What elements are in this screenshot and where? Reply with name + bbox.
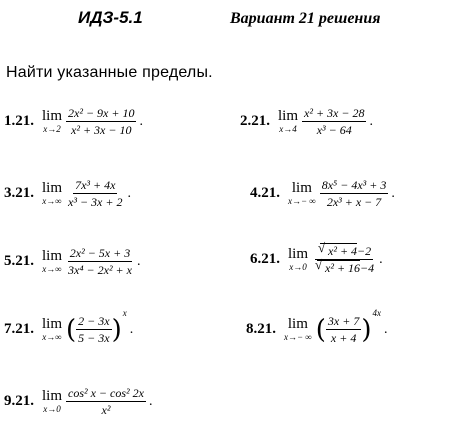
limit-operator [42,249,62,274]
period: . [127,185,131,201]
period: . [391,185,395,201]
sqrt-radicand: √ x² + 4 [320,243,357,258]
problem-2-21 [240,106,373,137]
lim-word: lim [287,316,308,332]
problem-number: 2.21. [240,113,270,129]
denominator: 3x⁴ − 2x² + x [68,263,132,277]
problem-4-21 [250,178,395,209]
denominator: x³ − 64 [316,123,352,137]
lim-word: lim [288,246,309,262]
numerator: 8x⁵ − 4x³ + 3 [321,178,387,192]
limit-subscript: x→∞ [42,332,62,342]
problem-number: 4.21. [250,185,280,201]
period: . [369,113,373,129]
period: . [136,253,141,269]
problem-number: 9.21. [4,393,34,409]
denominator: 2x³ + x − 7 [326,195,382,209]
problem-number: 5.21. [4,253,34,269]
limit-subscript: x→∞ [42,196,62,206]
problem-6-21 [250,244,383,275]
fraction [326,314,361,345]
lim-word: lim [291,180,312,196]
denominator: x³ − 3x + 2 [68,195,123,209]
limit-subscript: x→0 [289,262,307,272]
lim-word: lim [42,108,63,124]
fraction [66,178,124,209]
fraction [66,246,134,277]
limit-operator [42,317,62,342]
limit-operator [278,109,298,134]
limit-operator [288,181,316,206]
denominator: x² [101,403,111,417]
limit-operator [284,317,312,342]
numerator: x² + 3x − 28 [304,106,365,120]
exponent: 4x [372,308,381,318]
problem-number: 1.21. [4,113,34,129]
left-paren: ( [315,314,326,345]
problem-number: 7.21. [4,321,34,337]
limit-subscript: x→0 [43,404,61,414]
numerator: 3x + 7 [327,314,360,328]
limit-operator [288,247,308,272]
problem-5-21 [4,246,140,277]
problem-number: 6.21. [250,251,280,267]
numerator: 2 − 3x [78,314,110,328]
limit-subscript: x→− ∞ [284,332,312,342]
variant-label: Вариант 21 решения [230,10,381,27]
right-paren: ) [361,314,372,345]
denominator: x² + 3x − 10 [71,123,132,137]
problem-9-21 [4,386,152,417]
instruction-text: Найти указанные пределы. [6,64,213,81]
problem-3-21 [4,178,131,209]
fraction [66,386,146,417]
period: . [148,393,153,409]
problem-1-21 [4,106,143,137]
lim-word: lim [278,108,299,124]
lim-word: lim [42,180,63,196]
denominator-tail: −4 [360,261,375,275]
problem-number: 8.21. [246,321,276,337]
limit-operator [42,181,62,206]
limit-operator [42,109,62,134]
denominator [312,260,376,275]
problem-number: 3.21. [4,185,34,201]
period: . [139,113,143,129]
numerator [315,244,373,260]
limit-subscript: x→4 [279,124,297,134]
sqrt-radicand: √ x² + 16 [317,260,360,275]
fraction [302,106,366,137]
numerator-tail: −2 [357,244,372,258]
limit-subscript: x→∞ [42,264,62,274]
period: . [383,321,388,337]
right-paren: ) [111,314,122,345]
numerator: 2x² − 5x + 3 [69,246,131,260]
fraction [320,178,389,209]
lim-word: lim [42,316,63,332]
period: . [379,251,383,267]
numerator: cos² x − cos² 2x [68,386,144,400]
limit-subscript: x→2 [43,124,61,134]
numerator: 7x³ + 4x [75,178,116,192]
denominator: x + 4 [330,331,357,345]
problem-7-21 [4,308,134,345]
fraction [76,314,111,345]
limit-subscript: x→− ∞ [288,196,316,206]
period: . [129,321,134,337]
numerator: 2x² − 9x + 10 [68,106,135,120]
exponent: x [122,308,127,318]
left-paren: ( [66,314,77,345]
fraction [66,106,136,137]
lim-word: lim [42,388,63,404]
lim-word: lim [42,248,63,264]
assignment-title: ИДЗ-5.1 [78,8,143,27]
fraction [312,244,376,275]
denominator: 5 − 3x [78,331,110,345]
limit-operator [42,389,62,414]
problem-8-21 [246,308,388,345]
